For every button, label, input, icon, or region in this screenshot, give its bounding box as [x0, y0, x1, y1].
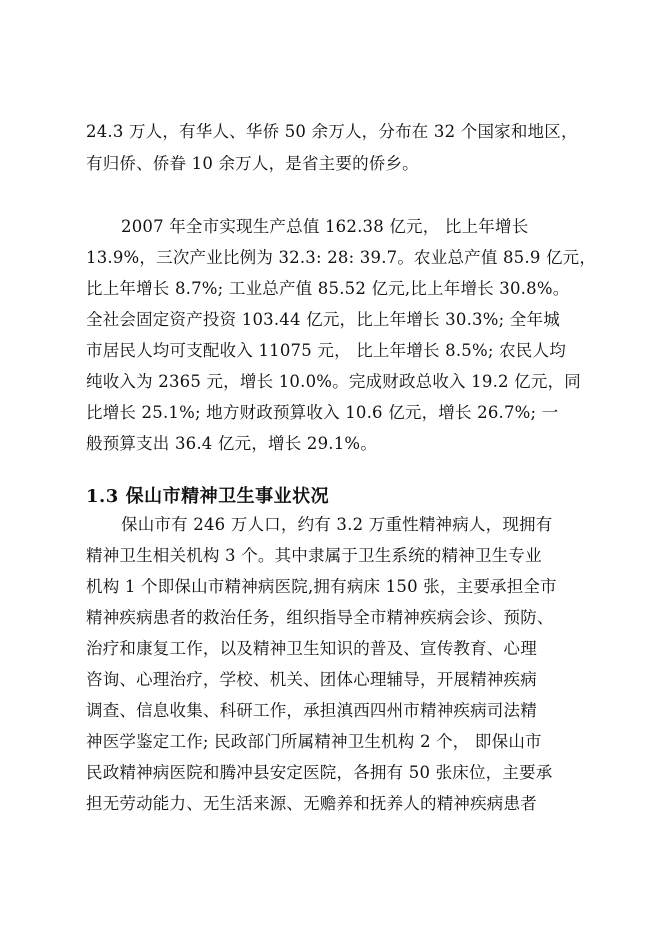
text-line: 有归侨、侨眷 10 余万人，是省主要的侨乡。 [86, 154, 419, 173]
section-heading: 1.3 保山市精神卫生事业状况 [86, 486, 330, 507]
text-line: 咨询、心理治疗，学校、机关、团体心理辅导，开展精神疾病 [86, 670, 537, 689]
text-line: 神医学鉴定工作; 民政部门所属精神卫生机构 2 个， 即保山市 [86, 732, 542, 751]
text-line: 24.3 万人，有华人、华侨 50 余万人，分布在 32 个国家和地区， [86, 122, 578, 141]
text-line: 纯收入为 2365 元，增长 10.0%。完成财政总收入 19.2 亿元，同 [86, 372, 581, 391]
text-line: 全社会固定资产投资 103.44 亿元，比上年增长 30.3%; 全年城 [86, 310, 560, 329]
text-line: 调查、信息收集、科研工作，承担滇西四州市精神疾病司法精 [86, 701, 537, 720]
text-line: 般预算支出 36.4 亿元，增长 29.1%。 [86, 434, 377, 453]
text-line: 保山市有 246 万人口，约有 3.2 万重性精神病人，现拥有 [121, 515, 553, 534]
text-line: 治疗和康复工作，以及精神卫生知识的普及、宣传教育、心理 [86, 639, 537, 658]
text-line: 民政精神病医院和腾冲县安定医院，各拥有 50 张床位，主要承 [86, 763, 553, 782]
text-line: 比增长 25.1%; 地方财政预算收入 10.6 亿元，增长 26.7%; 一 [86, 403, 559, 422]
text-line: 比上年增长 8.7%; 工业总产值 85.52 亿元,比上年增长 30.8%。 [86, 279, 570, 298]
text-line: 机构 1 个即保山市精神病医院,拥有病床 150 张，主要承担全市 [86, 577, 557, 596]
text-line: 精神卫生相关机构 3 个。其中隶属于卫生系统的精神卫生专业 [86, 546, 542, 565]
text-line: 13.9%，三次产业比例为 32.3: 28: 39.7。农业总产值 85.9 亿元， [86, 248, 597, 267]
text-line: 市居民人均可支配收入 11075 元， 比上年增长 8.5%; 农民人均 [86, 341, 566, 360]
text-line: 担无劳动能力、无生活来源、无赡养和抚养人的精神疾病患者 [86, 794, 537, 813]
text-line: 2007 年全市实现生产总值 162.38 亿元， 比上年增长 [121, 217, 529, 236]
text-line: 精神疾病患者的救治任务，组织指导全市精神疾病会诊、预防、 [86, 608, 554, 627]
